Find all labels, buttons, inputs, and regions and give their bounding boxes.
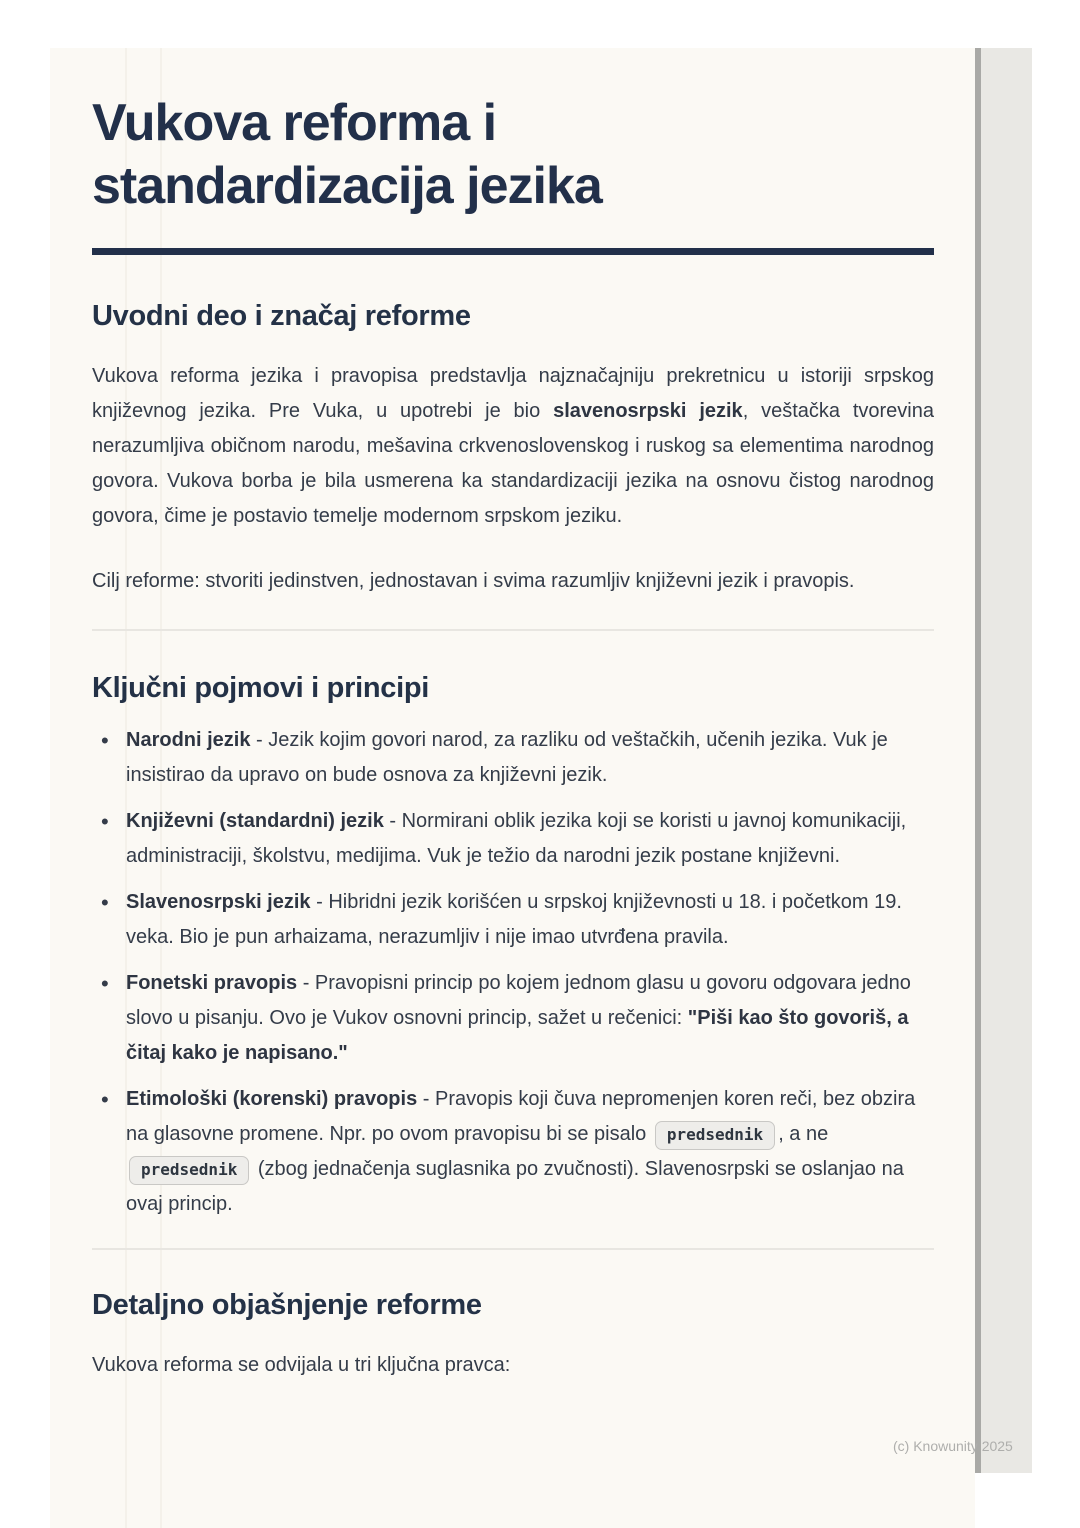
list-text: - Normirani oblik jezika koji se koristi u javnoj komunikaciji, administraciji, školstvu, medijima. Vuk je težio da narodni jezik postane književni. xyxy=(126,810,907,867)
title-underline-rule xyxy=(92,248,934,255)
document-content xyxy=(50,48,934,1383)
section-divider xyxy=(92,629,934,631)
page-title-line-2: standardizacija jezika xyxy=(92,157,602,215)
page-title-line-1: Vukova reforma i xyxy=(92,94,497,152)
section-heading-intro: Uvodni deo i značaj reforme xyxy=(92,300,471,332)
list-text: - Hibridni jezik korišćen u srpskoj književnosti u 18. i početkom 19. veka. Bio je pun arhaizama, nerazumljiv i nije imao utvrđena pravila. xyxy=(126,891,902,948)
list-text: - Pravopis koji čuva nepromenjen koren reči, bez obzira na glasovne promene. Npr. po ovom pravopisu bi se pisalo xyxy=(126,1088,916,1145)
bold-term: slavenosrpski jezik xyxy=(553,400,743,422)
page-title xyxy=(92,92,934,218)
scrollbar[interactable] xyxy=(975,48,1032,1473)
code-chip: predsednik xyxy=(655,1121,775,1150)
list-item-fonetski-pravopis xyxy=(92,966,934,1071)
list-term: Slavenosrpski jezik xyxy=(126,891,311,913)
list-text: , a ne xyxy=(778,1123,829,1145)
bold-quote: "Piši kao što govoriš, a čitaj kako je napisano." xyxy=(126,1007,909,1064)
document-page xyxy=(50,48,975,1528)
paragraph-intro-text: , veštačka tvorevina nerazumljiva običnom narodu, mešavina crkvenoslovenskog i ruskog sa elementima narodnog govora. Vukova borba je bila usmerena ka standardizaciji jezika na osnovu čistog narodnog govora, čime je postavio temelje modernom srpskom jeziku. xyxy=(92,400,934,527)
paragraph-intro-text: Vukova reforma jezika i pravopisa predstavlja najznačajniju prekretnicu u istoriji srpskog književnog jezika. Pre Vuka, u upotrebi je bio xyxy=(92,365,934,422)
list-item-etimoloski-pravopis xyxy=(92,1082,934,1222)
list-item-slavenosrpski-jezik xyxy=(92,885,934,955)
section-heading-details: Detaljno objašnjenje reforme xyxy=(92,1289,482,1321)
list-term: Etimološki (korenski) pravopis xyxy=(126,1088,418,1110)
paragraph-intro xyxy=(92,359,934,534)
list-term: Književni (standardni) jezik xyxy=(126,810,384,832)
list-item-knjizevni-jezik xyxy=(92,804,934,874)
section-divider xyxy=(92,1248,934,1250)
copyright-note: (c) Knowunity 2025 xyxy=(893,1438,1013,1454)
list-term: Fonetski pravopis xyxy=(126,972,298,994)
code-chip: predsednik xyxy=(129,1156,249,1185)
list-item-narodni-jezik xyxy=(92,723,934,793)
paragraph-details: Vukova reforma se odvijala u tri ključna pravca: xyxy=(92,1354,511,1376)
paragraph-goal: Cilj reforme: stvoriti jedinstven, jednostavan i svima razumljiv književni jezik i pravopis. xyxy=(92,570,855,592)
list-text: - Jezik kojim govori narod, za razliku od veštačkih, učenih jezika. Vuk je insistirao da upravo on bude osnova za književni jezik. xyxy=(126,729,888,786)
section-heading-concepts: Ključni pojmovi i principi xyxy=(92,672,430,704)
list-text: - Pravopisni princip po kojem jednom glasu u govoru odgovara jedno slovo u pisanju. Ovo je Vukov osnovni princip, sažet u rečenici: xyxy=(126,972,911,1029)
list-text: (zbog jednačenja suglasnika po zvučnosti). Slavenosrpski se oslanjao na ovaj princip. xyxy=(126,1158,904,1215)
concepts-list xyxy=(92,723,934,1222)
list-term: Narodni jezik xyxy=(126,729,251,751)
